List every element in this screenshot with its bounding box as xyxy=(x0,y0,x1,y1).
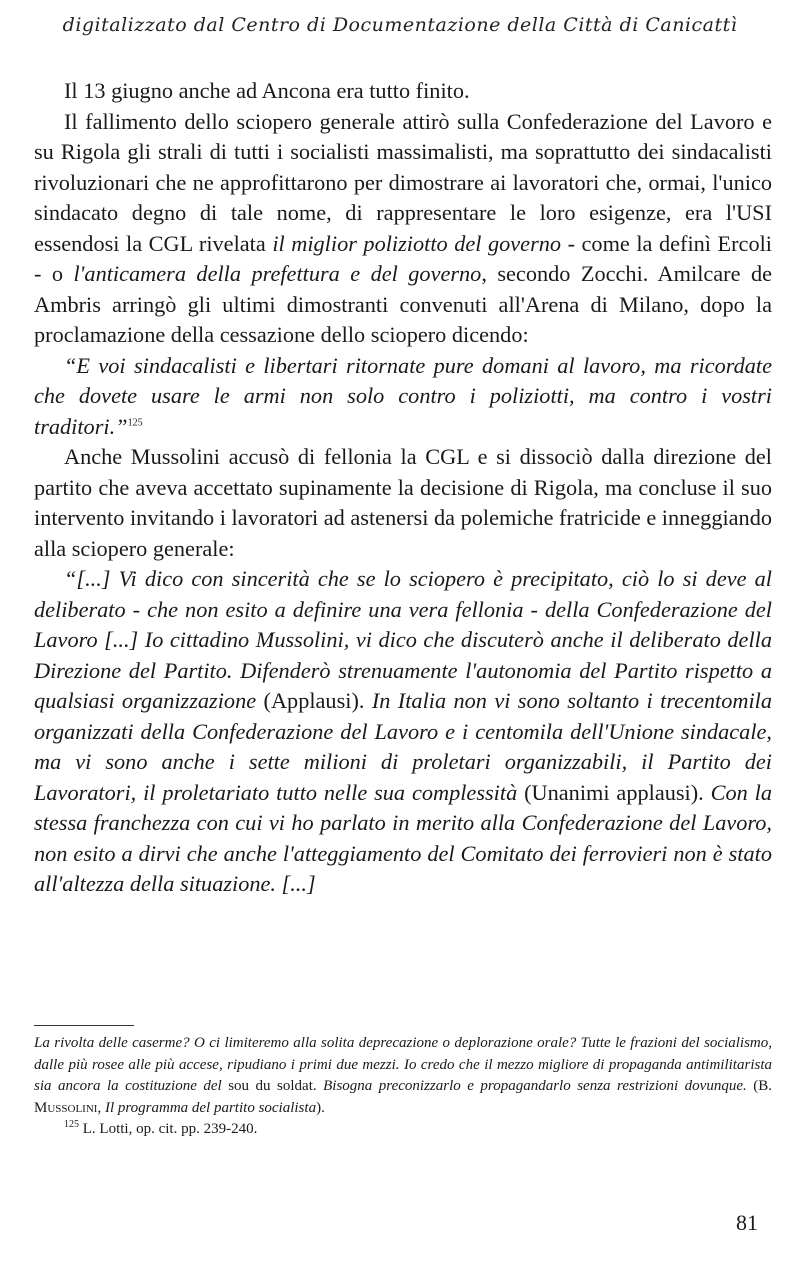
paragraph xyxy=(34,107,772,351)
quote-text: “[...] Vi dico con sincerità che se lo sciopero è precipitato, ciò lo si deve al deliberato - che non esito a definire una vera fellonia - della Confederazione del Lavoro [...] Io cittadino Mussolini, vi dico che discuterò anche il deliberato della Direzione del Partito. Difenderò strenuamente l'autonomia del Partito rispetto a qualsiasi organizzazione xyxy=(34,566,772,713)
footnote-source: ). xyxy=(316,1099,325,1116)
footnote-author: Mussolini xyxy=(34,1099,98,1116)
footnote-text: La rivolta delle caserme? O ci limiteremo alla solita deprecazione o deplorazione orale? Tutte le frazioni del socialismo, dalle più rosee alle più accese, ripudiano i primi due mezzi. Io credo che il mezzo migliore di propaganda antimilitarista sia ancora la costituzione del xyxy=(34,1035,772,1094)
footnote-text: L. Lotti, op. cit. pp. 239-240. xyxy=(79,1121,258,1137)
text-run: Il fallimento dello sciopero generale attirò sulla Confederazione del Lavoro e su Rigola gli strali di tutti i socialisti massimalisti, ma soprattutto dei sindacalisti rivoluzionari che ne approfittarono per dimostrare ai lavoratori che, ormai, l'unico sindacato degno di tale nome, di rappresentare le loro esigenze, era l'USI essendosi la CGL rivelata xyxy=(34,108,772,256)
italic-phrase: il miglior poliziotto del governo xyxy=(272,230,562,256)
quotation xyxy=(34,564,772,900)
text-run: - come la definì Ercoli - o xyxy=(34,230,772,286)
main-text xyxy=(34,76,772,900)
footnote-divider xyxy=(34,1025,134,1026)
italic-phrase: l'anticamera della prefettura e del governo xyxy=(73,261,482,286)
footnotes xyxy=(34,1033,772,1141)
quote-text: “E voi sindacalisti e libertari ritornate pure domani al lavoro, ma ricordate che dovete usare le armi non solo contro i poliziotti, ma contro i vostri traditori.” xyxy=(34,352,772,439)
footnote-text: Bisogna preconizzarlo e propagandarlo senza restrizioni dovunque. xyxy=(316,1078,747,1094)
quote-text: In Italia non vi sono soltanto i trecentomila organizzati della Confederazione del Lavoro e i centomila dell'Unione sindacale, ma vi sono anche i sette milioni di proletari organizzabili, il Partito dei Lavoratori, il proletariato tutto nelle sua complessità xyxy=(34,688,772,805)
footnote-source: , xyxy=(97,1099,105,1116)
applause-note: (Unanimi applausi). xyxy=(524,779,704,805)
footnote-marker: 125 xyxy=(127,417,143,429)
applause-note: (Applausi). xyxy=(263,688,365,713)
footnote-125 xyxy=(34,1119,772,1141)
paragraph: Anche Mussolini accusò di fellonia la CGL e si dissociò dalla direzione del partito che aveva accettato supinamente la decisione di Rigola, ma concluse il suo intervento invitando i lavoratori ad astenersi da polemiche fratricide e inneggiando alla sciopero generale: xyxy=(34,444,773,561)
quotation xyxy=(34,351,772,443)
page-number: 81 xyxy=(736,1210,758,1235)
paragraph: Il 13 giugno anche ad Ancona era tutto finito. xyxy=(64,78,470,103)
digitization-watermark: digitalizzato dal Centro di Documentazione della Città di Canicattì xyxy=(62,14,738,36)
text-run: , secondo Zocchi. Amilcare de Ambris arringò gli ultimi dimostranti convenuti all'Arena di Milano, dopo la proclamazione della cessazione dello sciopero dicendo: xyxy=(34,261,772,347)
quote-text: Con la stessa franchezza con cui vi ho parlato in merito alla Confederazione del Lavoro, non esito a dirvi che anche l'atteggiamento del Comitato dei ferrovieri non è stato all'altezza della situazione. [...] xyxy=(34,779,773,896)
footnote-continuation xyxy=(34,1033,772,1119)
footnote-source: (B. xyxy=(746,1078,773,1094)
footnote-title: Il programma del partito socialista xyxy=(104,1099,317,1116)
footnote-text: sou du soldat. xyxy=(228,1078,317,1094)
footnote-number: 125 xyxy=(64,1119,79,1130)
